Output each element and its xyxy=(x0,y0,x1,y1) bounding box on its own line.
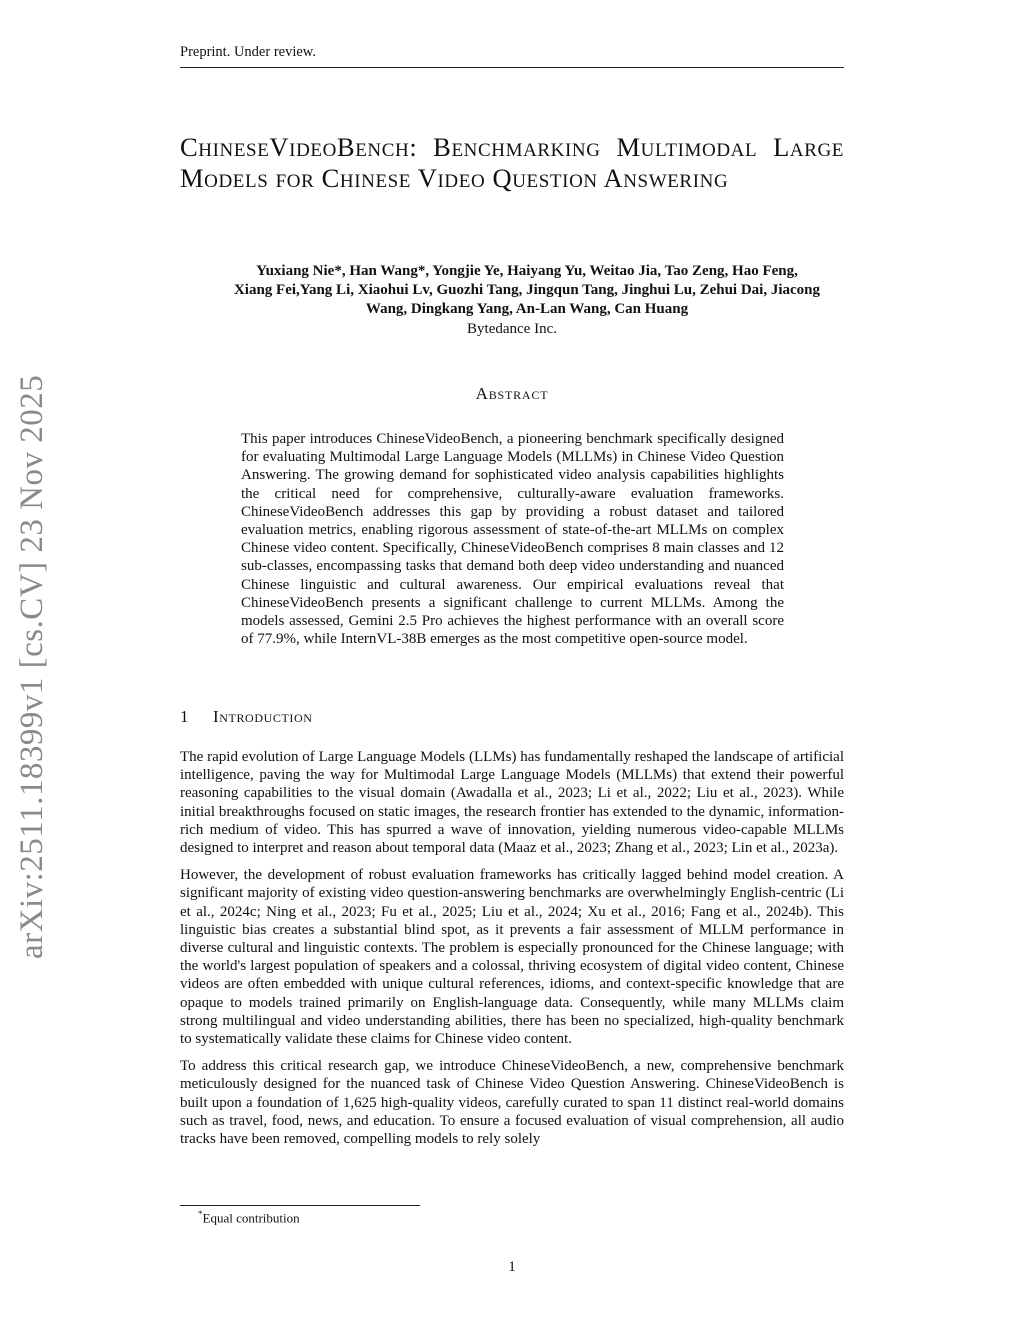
author-line: Yuxiang Nie*, Han Wang*, Yongjie Ye, Haiyang Yu, Weitao Jia, Tao Zeng, Hao Feng, xyxy=(256,263,798,279)
author-line: Xiang Fei,Yang Li, Xiaohui Lv, Guozhi Tang, Jingqun Tang, Jinghui Lu, Zehui Dai, Jiacong xyxy=(233,282,821,298)
arxiv-stamp: arXiv:2511.18399v1 [cs.CV] 23 Nov 2025 xyxy=(14,374,50,959)
footnote-marker: * xyxy=(198,1209,203,1219)
footnote xyxy=(198,1209,300,1226)
section-body xyxy=(180,748,844,1157)
footnote-text: Equal contribution xyxy=(202,1210,300,1226)
footnote-divider xyxy=(180,1205,420,1206)
section-title: Introduction xyxy=(213,707,313,726)
section-number: 1 xyxy=(180,707,190,726)
paper-title: ChineseVideoBench: Benchmarking Multimodal Large Models for Chinese Video Question Answering xyxy=(180,132,844,193)
author-list xyxy=(195,262,859,319)
running-header: Preprint. Under review. xyxy=(180,44,844,68)
affiliation: Bytedance Inc. xyxy=(467,321,557,337)
section-heading xyxy=(180,707,844,727)
author-line: Wang, Dingkang Yang, An-Lan Wang, Can Huang xyxy=(365,301,689,317)
body-paragraph: To address this critical research gap, we introduce ChineseVideoBench, a new, comprehensive benchmark meticulously designed for the nuanced task of Chinese Video Question Answering. ChineseVideoBench is built upon a foundation of 1,625 high-quality videos, carefully curated to span 11 distinct real-world domains such as travel, food, news, and education. To ensure a focused evaluation of visual comprehension, all audio tracks have been removed, compelling models to rely solely xyxy=(180,1058,844,1148)
body-paragraph: The rapid evolution of Large Language Models (LLMs) has fundamentally reshaped the landscape of artificial intelligence, paving the way for Multimodal Large Language Models (MLLMs) that extend their powerful reasoning capabilities to the visual domain (Awadalla et al., 2023; Li et al., 2022; Liu et al., 2023). While initial breakthroughs focused on static images, the research frontier has extended to the dynamic, information-rich medium of video. This has spurred a wave of innovation, yielding numerous video-capable MLLMs designed to interpret and reason about temporal data (Maaz et al., 2023; Zhang et al., 2023; Lin et al., 2023a). xyxy=(180,749,844,857)
body-paragraph: However, the development of robust evaluation frameworks has critically lagged behind model creation. A significant majority of existing video question-answering benchmarks are overwhelmingly English-centric (Li et al., 2024c; Ning et al., 2023; Fu et al., 2025; Liu et al., 2024; Xu et al., 2016; Fang et al., 2024b). This linguistic bias creates a substantial blind spot, as it prevents a fair assessment of MLLM performance in diverse cultural and linguistic contexts. The problem is especially pronounced for the Chinese language; with the world's largest population of speakers and a colossal, thriving ecosystem of digital video content, Chinese videos are often embedded with unique cultural references, idioms, and context-specific knowledge that are opaque to models trained primarily on English-language data. Consequently, while many MLLMs claim strong multilingual and video understanding abilities, there has been no specialized, high-quality benchmark to systematically validate these claims for Chinese video content. xyxy=(180,867,844,1048)
page-number: 1 xyxy=(508,1259,516,1275)
abstract-heading: Abstract xyxy=(475,384,549,403)
abstract-text: This paper introduces ChineseVideoBench, a pioneering benchmark specifically designed for evaluating Multimodal Large Language Models (MLLMs) in Chinese Video Question Answering. The growing demand for sophisticated video analysis capabilities highlights the critical need for comprehensive, culturally-aware evaluation frameworks. ChineseVideoBench addresses this gap by providing a robust dataset and tailored evaluation metrics, enabling rigorous assessment of state-of-the-art MLLMs on complex Chinese video content. Specifically, ChineseVideoBench comprises 8 main classes and 12 sub-classes, encompassing tasks that demand both deep video understanding and nuanced Chinese linguistic and cultural awareness. Our empirical evaluations reveal that ChineseVideoBench presents a significant challenge to current MLLMs. Among the models assessed, Gemini 2.5 Pro achieves the highest performance with an overall score of 77.9%, while InternVL-38B emerges as the most competitive open-source model. xyxy=(241,431,784,648)
